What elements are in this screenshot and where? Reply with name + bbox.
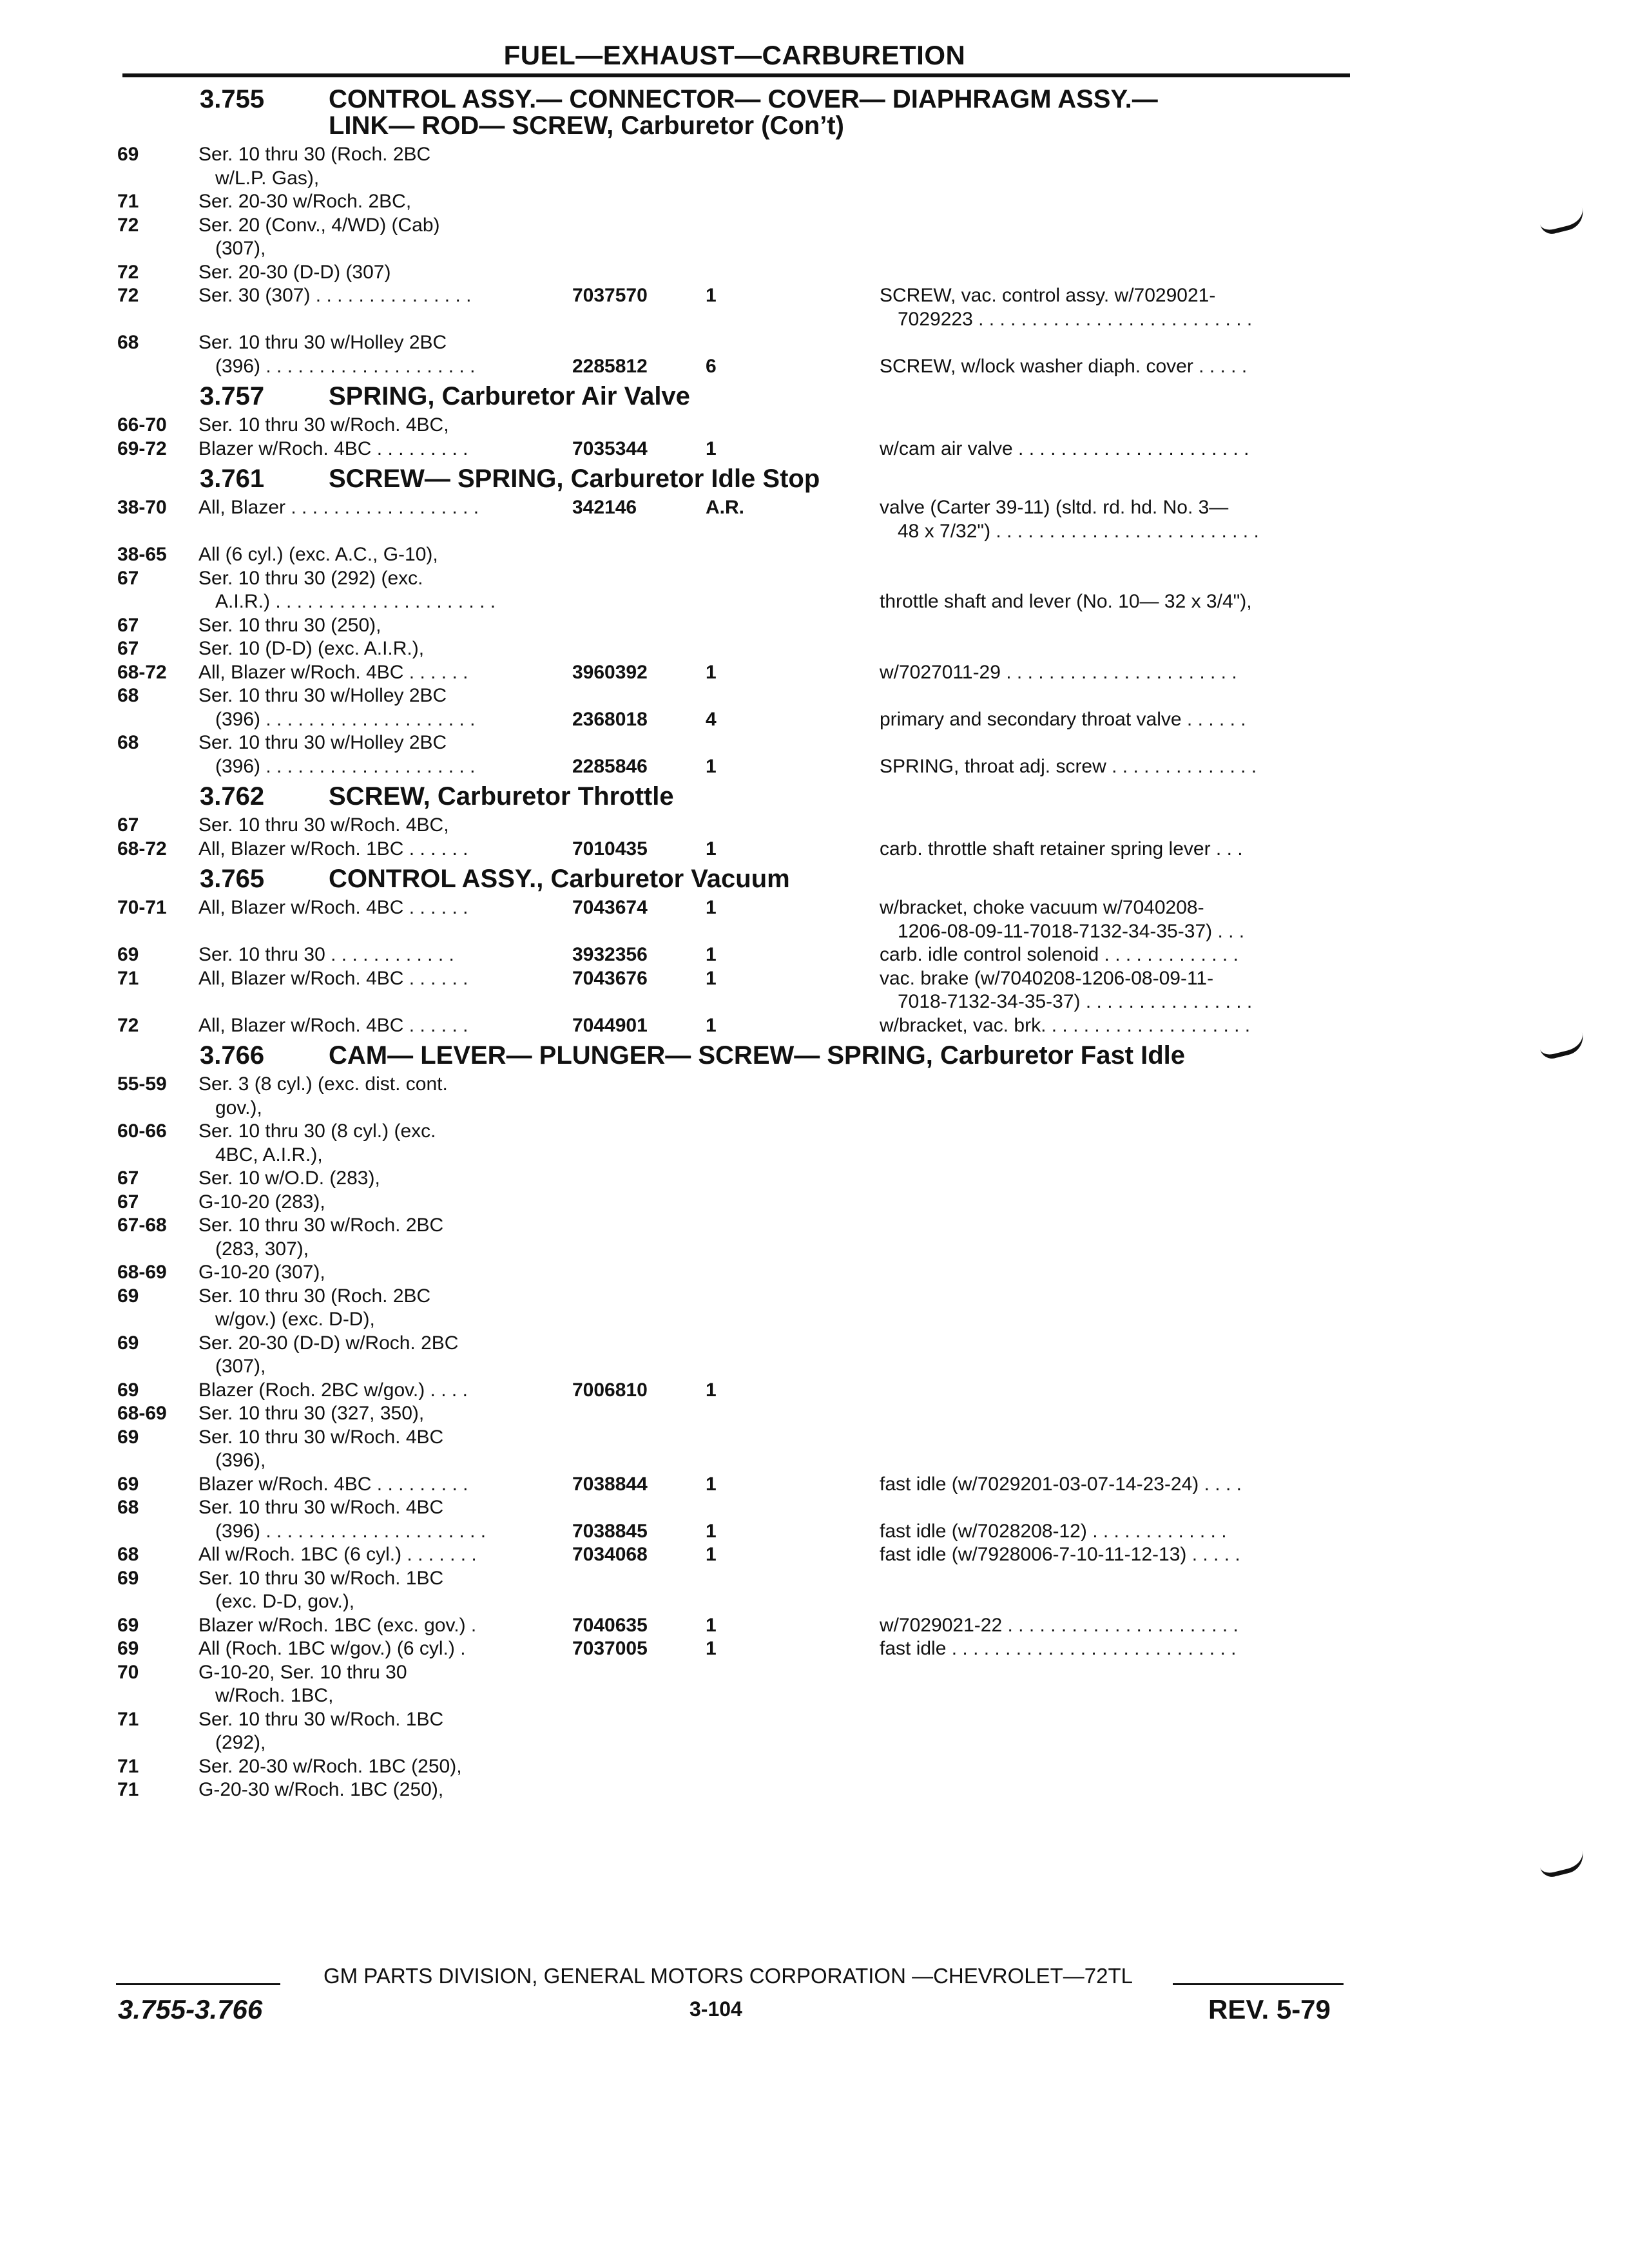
application-line: Ser. 10 thru 30 w/Holley 2BC xyxy=(198,685,447,706)
application-line: Ser. 10 thru 30 (327, 350), xyxy=(198,1403,425,1424)
application xyxy=(198,414,559,437)
application xyxy=(198,814,559,838)
parts-row xyxy=(0,414,1629,437)
header-rule xyxy=(122,73,1350,77)
application xyxy=(198,1191,559,1215)
quantity: 1 xyxy=(706,897,717,918)
model-year: 69 xyxy=(117,1473,139,1495)
model-year: 70 xyxy=(117,1661,139,1683)
application xyxy=(198,731,559,778)
parts-row xyxy=(0,838,1629,861)
application-line: (307), xyxy=(215,238,266,259)
model-year: 68 xyxy=(117,332,139,353)
application xyxy=(198,1379,559,1403)
section-heading xyxy=(0,866,1629,892)
parts-row xyxy=(0,143,1629,190)
description-line: w/bracket, vac. brk. . . . . . . . . . . . . . . . . . . . xyxy=(880,1014,1251,1036)
application-line: A.I.R.) . . . . . . . . . . . . . . . . . . . . . xyxy=(215,591,496,612)
application-line: w/L.P. Gas), xyxy=(215,167,320,189)
part-number: 7034068 xyxy=(572,1544,648,1565)
model-year: 72 xyxy=(117,214,139,236)
description xyxy=(880,437,1350,461)
application-line: (396), xyxy=(215,1450,266,1471)
application-line: (307), xyxy=(215,1356,266,1377)
application xyxy=(198,1778,559,1802)
description-line: valve (Carter 39-11) (sltd. rd. hd. No. 3— xyxy=(880,497,1229,518)
application xyxy=(198,437,559,461)
quantity: 1 xyxy=(706,1614,717,1636)
model-year: 67 xyxy=(117,1191,139,1213)
quantity: 1 xyxy=(706,285,717,306)
description-line: primary and secondary throat valve . . . . . . xyxy=(880,708,1246,730)
quantity: 1 xyxy=(706,1520,717,1542)
application xyxy=(198,943,559,967)
parts-row xyxy=(0,896,1629,943)
application xyxy=(198,1708,559,1755)
section-number: 3.762 xyxy=(200,782,265,811)
description-line: throttle shaft and lever (No. 10— 32 x 3/4"), xyxy=(880,591,1252,612)
application-line: Ser. 20-30 w/Roch. 2BC, xyxy=(198,191,412,212)
description-line xyxy=(880,731,1350,755)
application-line: Blazer w/Roch. 1BC (exc. gov.) . xyxy=(198,1614,477,1636)
application-line: Ser. 10 (D-D) (exc. A.I.R.), xyxy=(198,638,425,659)
parts-row xyxy=(0,1214,1629,1261)
description-line: 7029223 . . . . . . . . . . . . . . . . . . . . . . . . . . xyxy=(898,308,1253,330)
description-line: 1206-08-09-11-7018-7132-34-35-37) . . . xyxy=(898,920,1245,942)
application-line: All, Blazer w/Roch. 4BC . . . . . . xyxy=(198,1014,468,1036)
part-number: 7040635 xyxy=(572,1614,648,1636)
model-year: 66-70 xyxy=(117,414,167,436)
parts-row xyxy=(0,1708,1629,1755)
footer-publisher: GM PARTS DIVISION, GENERAL MOTORS CORPORATION —CHEVROLET—72TL xyxy=(323,1964,1133,1988)
application xyxy=(198,143,559,190)
model-year: 69 xyxy=(117,944,139,965)
section-title: CONTROL ASSY., Carburetor Vacuum xyxy=(329,865,790,893)
application xyxy=(198,190,559,214)
part-number: 342146 xyxy=(572,497,637,518)
description-line: 7018-7132-34-35-37) . . . . . . . . . . . . . . . . xyxy=(898,991,1253,1012)
description-line: fast idle . . . . . . . . . . . . . . . . . . . . . . . . . . . xyxy=(880,1638,1237,1659)
parts-row xyxy=(0,1332,1629,1379)
application-line: G-10-20 (307), xyxy=(198,1262,325,1283)
application-line: Ser. 10 thru 30 w/Roch. 4BC, xyxy=(198,414,449,436)
application-line: (396) . . . . . . . . . . . . . . . . . . . . xyxy=(215,708,476,730)
application xyxy=(198,637,559,661)
application xyxy=(198,1473,559,1497)
application xyxy=(198,1543,559,1567)
part-number: 7006810 xyxy=(572,1379,648,1401)
revision-label: REV. 5-79 xyxy=(1208,1994,1331,2024)
description xyxy=(880,1014,1350,1038)
parts-row xyxy=(0,684,1629,731)
part-number: 7044901 xyxy=(572,1014,648,1036)
model-year: 67 xyxy=(117,567,139,589)
description-line: carb. throttle shaft retainer spring lever . . . xyxy=(880,838,1243,860)
application-line: Ser. 10 thru 30 w/Roch. 4BC, xyxy=(198,814,449,836)
application xyxy=(198,1614,559,1638)
application-line: Ser. 10 thru 30 (250), xyxy=(198,614,381,636)
model-year: 69 xyxy=(117,1567,139,1589)
application-line: G-10-20 (283), xyxy=(198,1191,325,1213)
quantity: 1 xyxy=(706,1638,717,1659)
part-number: 3960392 xyxy=(572,661,648,683)
part-number: 7037005 xyxy=(572,1638,648,1659)
application xyxy=(198,967,559,991)
application-line: All (Roch. 1BC w/gov.) (6 cyl.) . xyxy=(198,1638,466,1659)
quantity: 1 xyxy=(706,1379,717,1401)
description xyxy=(880,684,1350,731)
description xyxy=(880,661,1350,685)
parts-row xyxy=(0,496,1629,543)
application-line: (396) . . . . . . . . . . . . . . . . . . . . xyxy=(215,755,476,777)
quantity: 1 xyxy=(706,437,717,459)
parts-row xyxy=(0,1167,1629,1191)
part-number: 2285812 xyxy=(572,355,648,377)
model-year: 67 xyxy=(117,814,139,836)
quantity: 1 xyxy=(706,944,717,965)
quantity: 4 xyxy=(706,708,717,730)
quantity: 1 xyxy=(706,1544,717,1565)
application xyxy=(198,1285,559,1332)
model-year: 55-59 xyxy=(117,1073,167,1095)
parts-row xyxy=(0,1014,1629,1038)
section-heading xyxy=(0,1043,1629,1069)
section-heading xyxy=(0,466,1629,492)
quantity: 1 xyxy=(706,1014,717,1036)
description xyxy=(880,731,1350,778)
application-line: Ser. 10 thru 30 w/Roch. 1BC xyxy=(198,1567,444,1589)
application-line: w/gov.) (exc. D-D), xyxy=(215,1309,375,1330)
application-line: w/Roch. 1BC, xyxy=(215,1685,334,1706)
parts-row xyxy=(0,1191,1629,1215)
quantity: 1 xyxy=(706,661,717,683)
model-year: 67 xyxy=(117,1168,139,1189)
parts-row xyxy=(0,1073,1629,1120)
parts-row xyxy=(0,1426,1629,1473)
footer-rule-right xyxy=(1173,1983,1344,1985)
application-line: All, Blazer w/Roch. 4BC . . . . . . xyxy=(198,967,468,989)
application-line: (exc. D-D, gov.), xyxy=(215,1591,355,1612)
parts-row xyxy=(0,1402,1629,1426)
model-year: 68-69 xyxy=(117,1262,167,1283)
description-line xyxy=(880,331,1350,355)
application xyxy=(198,614,559,638)
model-year: 68 xyxy=(117,685,139,706)
application-line: Blazer w/Roch. 4BC . . . . . . . . . xyxy=(198,437,468,459)
application xyxy=(198,1637,559,1661)
model-year: 67-68 xyxy=(117,1215,167,1236)
footer-section-range: 3.755-3.766 xyxy=(118,1994,263,2024)
application xyxy=(198,261,559,285)
parts-row xyxy=(0,543,1629,567)
section-title: SPRING, Carburetor Air Valve xyxy=(329,382,690,410)
model-year: 67 xyxy=(117,614,139,636)
application xyxy=(198,1214,559,1261)
application-line: Ser. 20-30 w/Roch. 1BC (250), xyxy=(198,1755,462,1777)
application-line: gov.), xyxy=(215,1097,262,1119)
model-year: 71 xyxy=(117,967,139,989)
application-line: G-10-20, Ser. 10 thru 30 xyxy=(198,1661,407,1683)
section-number: 3.755 xyxy=(200,85,265,113)
model-year: 71 xyxy=(117,1755,139,1777)
application-line: Ser. 20-30 (D-D) (307) xyxy=(198,261,391,283)
description xyxy=(880,1496,1350,1543)
part-number: 7043676 xyxy=(572,967,648,989)
section-number: 3.757 xyxy=(200,382,265,410)
application xyxy=(198,1167,559,1191)
application-line: Ser. 10 thru 30 . . . . . . . . . . . . xyxy=(198,944,454,965)
model-year: 69 xyxy=(117,1638,139,1659)
description-line: vac. brake (w/7040208-1206-08-09-11- xyxy=(880,967,1214,989)
part-number: 3932356 xyxy=(572,944,648,965)
parts-row xyxy=(0,1637,1629,1661)
application-line: (283, 307), xyxy=(215,1238,309,1260)
description xyxy=(880,967,1350,1014)
description xyxy=(880,1473,1350,1497)
description-line: w/7027011-29 . . . . . . . . . . . . . . . . . . . . . . xyxy=(880,661,1237,683)
page-number: 3-104 xyxy=(689,1997,742,2021)
part-number: 7038845 xyxy=(572,1520,648,1542)
parts-row xyxy=(0,637,1629,661)
application-line: (292), xyxy=(215,1732,266,1753)
parts-row xyxy=(0,1567,1629,1614)
application xyxy=(198,496,559,520)
application-line: (396) . . . . . . . . . . . . . . . . . . . . . xyxy=(215,1520,487,1542)
parts-row xyxy=(0,284,1629,331)
model-year: 69 xyxy=(117,144,139,165)
description xyxy=(880,1543,1350,1567)
description xyxy=(880,567,1350,614)
quantity: 1 xyxy=(706,1473,717,1495)
parts-row xyxy=(0,731,1629,778)
description-line: fast idle (w/7029201-03-07-14-23-24) . . . . xyxy=(880,1473,1242,1495)
parts-list xyxy=(0,81,1629,1802)
parts-row xyxy=(0,214,1629,261)
description-line xyxy=(880,567,1350,591)
application-line: Blazer w/Roch. 4BC . . . . . . . . . xyxy=(198,1473,468,1495)
model-year: 72 xyxy=(117,1014,139,1036)
parts-row xyxy=(0,661,1629,685)
application-line: Ser. 10 thru 30 (8 cyl.) (exc. xyxy=(198,1120,436,1142)
parts-row xyxy=(0,1379,1629,1403)
application-line: Ser. 10 thru 30 w/Holley 2BC xyxy=(198,732,447,753)
parts-row xyxy=(0,1473,1629,1497)
parts-row xyxy=(0,614,1629,638)
section-title: SCREW— SPRING, Carburetor Idle Stop xyxy=(329,465,820,493)
application-line: Ser. 10 thru 30 w/Roch. 4BC xyxy=(198,1426,444,1448)
application xyxy=(198,1014,559,1038)
description-line: w/7029021-22 . . . . . . . . . . . . . . . . . . . . . . xyxy=(880,1614,1239,1636)
section-title: SCREW, Carburetor Throttle xyxy=(329,782,674,811)
application-line: Ser. 3 (8 cyl.) (exc. dist. cont. xyxy=(198,1073,448,1095)
description-line: carb. idle control solenoid . . . . . . . . . . . . . xyxy=(880,944,1239,965)
quantity: 6 xyxy=(706,355,717,377)
application xyxy=(198,567,559,614)
application-line: Ser. 20-30 (D-D) w/Roch. 2BC xyxy=(198,1332,459,1354)
description xyxy=(880,284,1350,331)
application-line: Ser. 10 thru 30 w/Roch. 4BC xyxy=(198,1497,444,1518)
description-line: 48 x 7/32") . . . . . . . . . . . . . . . . . . . . . . . . . xyxy=(898,520,1259,542)
part-number: 2285846 xyxy=(572,755,648,777)
application xyxy=(198,838,559,861)
application xyxy=(198,284,559,308)
application xyxy=(198,1426,559,1473)
application xyxy=(198,1661,559,1708)
application xyxy=(198,1567,559,1614)
application-line: Ser. 10 thru 30 (292) (exc. xyxy=(198,567,423,589)
parts-row xyxy=(0,437,1629,461)
description-line: SCREW, vac. control assy. w/7029021- xyxy=(880,285,1216,306)
application xyxy=(198,1120,559,1167)
application-line: All, Blazer w/Roch. 4BC . . . . . . xyxy=(198,661,468,683)
application-line: All, Blazer w/Roch. 1BC . . . . . . xyxy=(198,838,468,860)
application-line: All, Blazer w/Roch. 4BC . . . . . . xyxy=(198,897,468,918)
page-title: FUEL—EXHAUST—CARBURETION xyxy=(503,40,966,70)
application xyxy=(198,543,559,567)
description xyxy=(880,838,1350,861)
model-year: 71 xyxy=(117,1708,139,1730)
parts-row xyxy=(0,1496,1629,1543)
application-line: All (6 cyl.) (exc. A.C., G-10), xyxy=(198,544,438,565)
description-line xyxy=(880,1496,1350,1520)
application-line: Ser. 10 thru 30 (Roch. 2BC xyxy=(198,1285,431,1307)
application xyxy=(198,331,559,378)
description-line: SCREW, w/lock washer diaph. cover . . . . . xyxy=(880,355,1248,377)
model-year: 67 xyxy=(117,638,139,659)
section-heading xyxy=(0,86,1629,139)
model-year: 69 xyxy=(117,1426,139,1448)
part-number: 2368018 xyxy=(572,708,648,730)
part-number: 7043674 xyxy=(572,897,648,918)
description-line: w/cam air valve . . . . . . . . . . . . . . . . . . . . . . xyxy=(880,437,1249,459)
section-title: CAM— LEVER— PLUNGER— SCREW— SPRING, Carburetor Fast Idle xyxy=(329,1041,1186,1070)
model-year: 68-72 xyxy=(117,838,167,860)
parts-row xyxy=(0,331,1629,378)
parts-row xyxy=(0,814,1629,838)
parts-row xyxy=(0,261,1629,285)
description-line: fast idle (w/7028208-12) . . . . . . . . . . . . . xyxy=(880,1520,1227,1542)
model-year: 69 xyxy=(117,1379,139,1401)
application-line: All, Blazer . . . . . . . . . . . . . . . . . . xyxy=(198,497,479,518)
application-line: All w/Roch. 1BC (6 cyl.) . . . . . . . xyxy=(198,1544,477,1565)
description xyxy=(880,331,1350,378)
parts-row xyxy=(0,967,1629,1014)
model-year: 71 xyxy=(117,191,139,212)
section-number: 3.766 xyxy=(200,1041,265,1070)
application-line: G-20-30 w/Roch. 1BC (250), xyxy=(198,1779,444,1800)
description xyxy=(880,1614,1350,1638)
model-year: 38-65 xyxy=(117,544,167,565)
model-year: 68 xyxy=(117,1544,139,1565)
application xyxy=(198,1496,559,1543)
model-year: 70-71 xyxy=(117,897,167,918)
parts-row xyxy=(0,1543,1629,1567)
part-number: 7038844 xyxy=(572,1473,648,1495)
parts-row xyxy=(0,1285,1629,1332)
model-year: 69 xyxy=(117,1332,139,1354)
quantity: 1 xyxy=(706,755,717,777)
footer-rule-left xyxy=(116,1983,280,1985)
application-line: Blazer (Roch. 2BC w/gov.) . . . . xyxy=(198,1379,468,1401)
description-line: w/bracket, choke vacuum w/7040208- xyxy=(880,897,1204,918)
application-line: Ser. 10 thru 30 w/Roch. 1BC xyxy=(198,1708,444,1730)
application-line: Ser. 20 (Conv., 4/WD) (Cab) xyxy=(198,214,440,236)
description xyxy=(880,496,1350,543)
model-year: 71 xyxy=(117,1779,139,1800)
parts-row xyxy=(0,1755,1629,1779)
section-heading xyxy=(0,383,1629,410)
parts-row xyxy=(0,1778,1629,1802)
parts-row xyxy=(0,943,1629,967)
parts-row xyxy=(0,1120,1629,1167)
application xyxy=(198,1073,559,1120)
part-number: 7037570 xyxy=(572,285,648,306)
application xyxy=(198,1755,559,1779)
application-line: 4BC, A.I.R.), xyxy=(215,1144,323,1166)
description xyxy=(880,896,1350,943)
section-number: 3.765 xyxy=(200,865,265,893)
model-year: 38-70 xyxy=(117,497,167,518)
application xyxy=(198,684,559,731)
description-line: fast idle (w/7928006-7-10-11-12-13) . . . . . xyxy=(880,1544,1240,1565)
application-line: Ser. 10 thru 30 w/Roch. 2BC xyxy=(198,1215,444,1236)
application-line: Ser. 30 (307) . . . . . . . . . . . . . . . xyxy=(198,285,472,306)
quantity: A.R. xyxy=(706,497,744,518)
model-year: 69-72 xyxy=(117,437,167,459)
part-number: 7010435 xyxy=(572,838,648,860)
margin-mark xyxy=(1539,1850,1587,1879)
application xyxy=(198,214,559,261)
parts-row xyxy=(0,1261,1629,1285)
description xyxy=(880,943,1350,967)
section-number: 3.761 xyxy=(200,465,265,493)
application-line: Ser. 10 thru 30 w/Holley 2BC xyxy=(198,332,447,353)
model-year: 68 xyxy=(117,1497,139,1518)
parts-row xyxy=(0,1614,1629,1638)
model-year: 72 xyxy=(117,285,139,306)
quantity: 1 xyxy=(706,838,717,860)
description-line: SPRING, throat adj. screw . . . . . . . . . . . . . . xyxy=(880,755,1257,777)
description xyxy=(880,1637,1350,1661)
model-year: 72 xyxy=(117,261,139,283)
section-title: CONTROL ASSY.— CONNECTOR— COVER— DIAPHRAGM ASSY.— xyxy=(329,85,1158,113)
description-line xyxy=(880,684,1350,708)
parts-row xyxy=(0,1661,1629,1708)
model-year: 60-66 xyxy=(117,1120,167,1142)
application xyxy=(198,1402,559,1426)
parts-row xyxy=(0,567,1629,614)
application xyxy=(198,1332,559,1379)
parts-row xyxy=(0,190,1629,214)
model-year: 69 xyxy=(117,1614,139,1636)
application-line: Ser. 10 w/O.D. (283), xyxy=(198,1168,380,1189)
model-year: 68-72 xyxy=(117,661,167,683)
model-year: 69 xyxy=(117,1285,139,1307)
section-title: LINK— ROD— SCREW, Carburetor (Con’t) xyxy=(329,111,844,140)
application-line: (396) . . . . . . . . . . . . . . . . . . . . xyxy=(215,355,476,377)
application-line: Ser. 10 thru 30 (Roch. 2BC xyxy=(198,144,431,165)
application xyxy=(198,661,559,685)
quantity: 1 xyxy=(706,967,717,989)
part-number: 7035344 xyxy=(572,437,648,459)
model-year: 68-69 xyxy=(117,1403,167,1424)
section-heading xyxy=(0,783,1629,810)
model-year: 68 xyxy=(117,732,139,753)
application xyxy=(198,1261,559,1285)
application xyxy=(198,896,559,920)
